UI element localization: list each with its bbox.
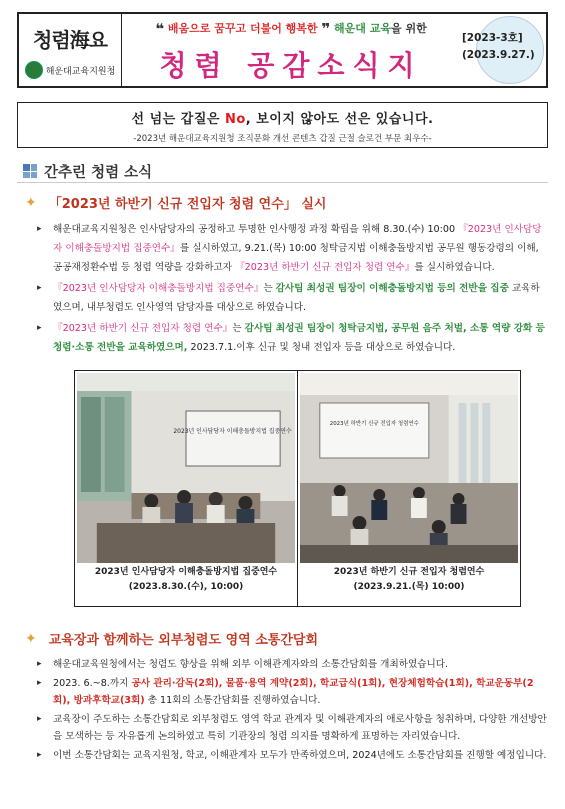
newsletter-title: 청렴 공감소식지 (159, 49, 423, 82)
article2-bullets (43, 656, 548, 764)
seal-icon (25, 61, 43, 79)
photo-frame (74, 370, 521, 607)
section-header (17, 160, 548, 182)
slogan-part2: 해운대 교육 (334, 22, 392, 35)
article1-title-text: 「2023년 하반기 신규 전입자 청렴 연수」 실시 (48, 197, 327, 212)
photo-panel-1 (75, 371, 297, 606)
photo-caption-title: 2023년 인사담당자 이해충돌방지법 집중연수 (94, 567, 278, 577)
article2-title (25, 629, 548, 648)
article1-bullets (43, 220, 548, 357)
photo-2-image (300, 373, 518, 563)
section-divider (17, 182, 548, 183)
photo-2-screen-text: 2023년 하반기 신규 전입자 청렴연수 (329, 420, 419, 428)
article1-title (25, 193, 548, 212)
slogan (122, 20, 460, 38)
grid-icon (23, 164, 37, 178)
quote-open-icon: ❝ (155, 20, 165, 38)
masthead-title-area (122, 14, 460, 86)
issue-number: [2023-3호] (462, 32, 523, 44)
photo-panel-2 (297, 371, 520, 606)
motto-text-after: , 보이지 않아도 선은 있습니다. (245, 112, 434, 127)
star-icon: ✦ (25, 194, 37, 211)
motto-text-before: 선 넘는 갑질은 (131, 112, 225, 127)
article2-title-text: 교육장과 함께하는 외부청렴도 영역 소통간담회 (48, 633, 318, 648)
motto-no: No (224, 112, 246, 127)
list-item: ▸ 『2023년 하반기 신규 전입자 청렴 연수』는 감사팀 최성권 팀장이 청탁금지법, 공무원 음주 처벌, 소통 역량 강화 등 청렴·소통 전반을 교육하였으며, 2023.7.1.이후 신규 및 청내 전입자 등을 대상으로 하였습니다. (43, 319, 548, 357)
org-name: 해운대교육지원청 (45, 66, 116, 77)
issue-date: (2023.9.27.) (462, 49, 535, 61)
list-item: ▸ 이번 소통간담회는 교육지원청, 학교, 이해관계자 모두가 만족하였으며, 2024년에도 소통간담회를 진행할 예정입니다. (43, 747, 548, 765)
photo-caption-date: (2023.9.21.(목) 10:00) (353, 582, 465, 592)
photo-caption-2 (298, 565, 520, 595)
slogan-part1: 배움으로 꿈꾸고 더불어 행복한 (167, 22, 318, 35)
photo-caption-title: 2023년 하반기 신규 전입자 청렴연수 (333, 567, 485, 577)
motto-source: -2023년 해운대교육지원청 조직문화 개선 콘텐츠 갑질 근절 슬로건 부문 최우수- (133, 134, 432, 144)
training-photo-2 (300, 373, 518, 563)
list-item: ▸ 해운대교육지원청은 인사담당자의 공정하고 투명한 인사행정 과정 확립을 위해 8.30.(수) 10:00 『2023년 인사담당자 이해충돌방지법 집중연수』를 실시하였고, 9.21.(목) 10:00 청탁금지법 이해충돌방지법 공무원 행동강령의 이해, 공공재정환수법 등 청렴 역량을 강화하고자 『2023년 하반기 신규 전입자 청렴 연수』를 실시하였습니다. (43, 220, 548, 277)
issue-info (462, 30, 535, 64)
photo-1-image (77, 373, 295, 563)
section-title: 간추린 청렴 소식 (44, 164, 153, 181)
list-item: ▸ 교육장이 주도하는 소통간담회로 외부청렴도 영역 학교 관계자 및 이해관계자의 애로사항을 청취하며, 다양한 개선방안을 모색하는 등 자유롭게 논의하였고 특히 기관장의 청렴 의지를 명확하게 표명하는 자리였습니다. (43, 711, 548, 746)
slogan-part3: 을 위한 (391, 22, 427, 35)
newsletter-page (17, 12, 548, 765)
calligraphy-logo: 청렴海요 (33, 28, 107, 52)
article2 (17, 629, 548, 764)
training-photo-1 (77, 373, 295, 563)
list-item: ▸ 2023. 6.~8.까지 공사 관리·감독(2회), 물품·용역 계약(2회), 학교급식(1회), 현장체험학습(1회), 학교운동부(2회), 방과후학교(3회) 총 11회의 소통간담회를 진행하였습니다. (43, 675, 548, 710)
masthead (17, 12, 548, 88)
quote-close-icon: ❞ (321, 20, 331, 38)
list-item: ▸ 『2023년 인사담당자 이해충돌방지법 집중연수』는 감사팀 최성권 팀장이 이해충돌방지법 등의 전반을 집중 교육하였으며, 내부청렴도 인사영역 담당자를 대상으로 하였습니다. (43, 279, 548, 317)
photo-caption-date: (2023.8.30.(수), 10:00) (128, 582, 244, 592)
list-item: ▸ 해운대교육원청에서는 청렴도 향상을 위해 외부 이해관계자와의 소통간담회를 개최하였습니다. (43, 656, 548, 674)
issue-area (460, 14, 546, 86)
motto-main (18, 108, 547, 127)
photo-1-screen-text: 2023년 인사담당자 이해충돌방지법 집중연수 (173, 427, 292, 436)
star-icon: ✦ (25, 630, 37, 647)
photo-caption-1 (75, 565, 297, 595)
motto-box (17, 102, 548, 148)
masthead-logo-area (19, 14, 122, 86)
org-mark (19, 61, 121, 79)
